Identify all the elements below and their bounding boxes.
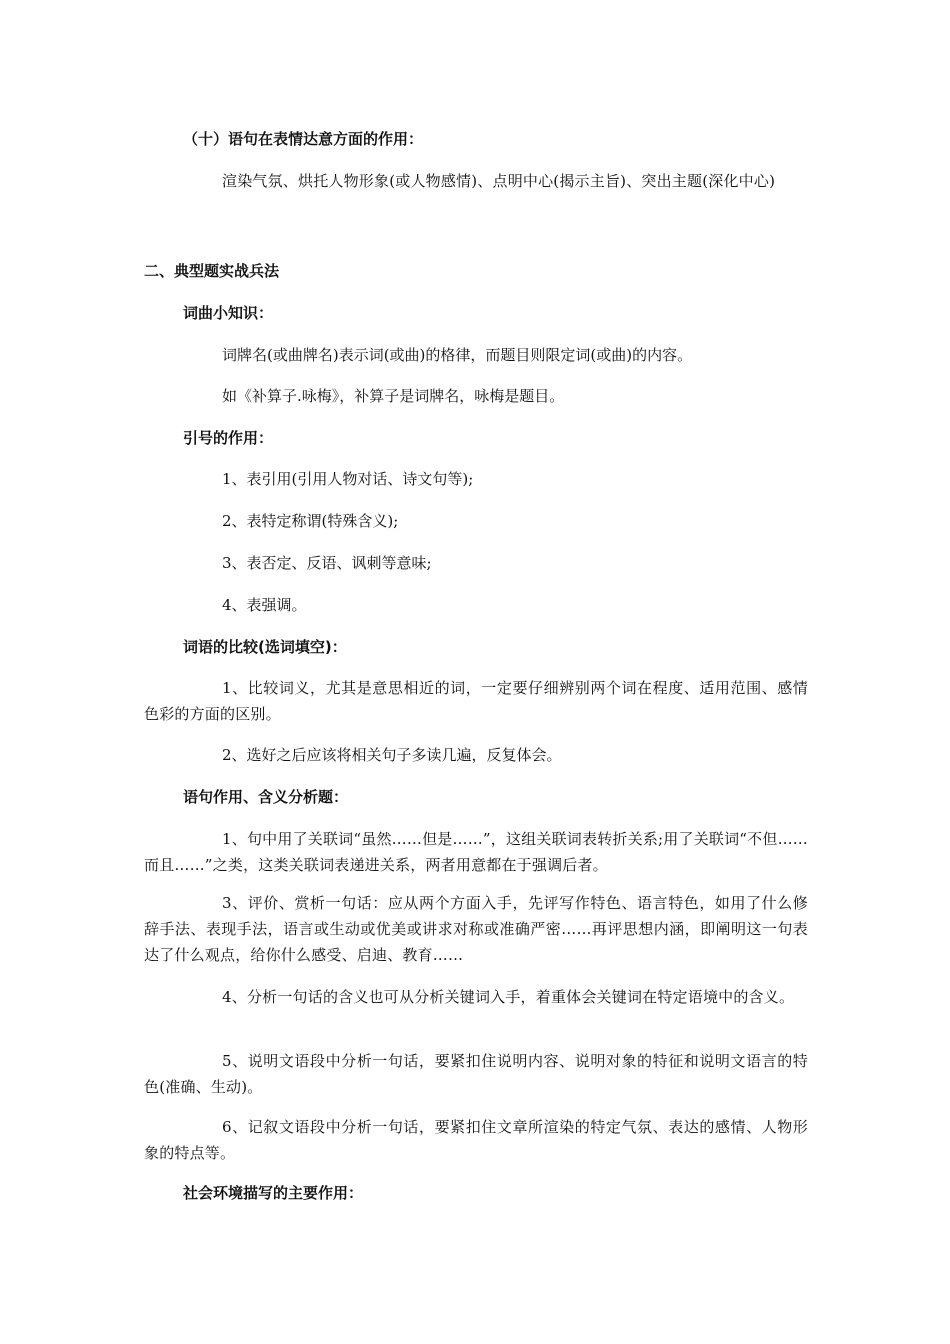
ci-heading: 词曲小知识： [183,304,274,322]
analysis-paragraph-3: 3、评价、赏析一句话：应从两个方面入手，先评写作特色、语言特色，如用了什么修辞手法、表现手法，语言或生动或优美或讲求对称或准确严密……再评思想内涵，即阐明这一句表达了什么观点，给你什么感受、启迪、教育…… [144,894,808,964]
quote-heading: 引号的作用： [183,429,274,447]
ci-paragraph-1: 词牌名(或曲牌名)表示词(或曲)的格律，而题目则限定词(或曲)的内容。 [222,346,693,364]
compare-heading: 词语的比较(选词填空)： [183,638,347,656]
compare-paragraph-1: 1、比较词义，尤其是意思相近的词，一定要仔细辨别两个词在程度、适用范围、感情色彩的方面的区别。 [144,679,808,723]
section-10-body: 渲染气氛、烘托人物形象(或人物感情)、点明中心(揭示主旨)、突出主题(深化中心) [222,172,776,190]
quote-item-4: 4、表强调。 [222,596,307,614]
part-2-heading: 二、典型题实战兵法 [144,262,280,280]
quote-item-2: 2、表特定称谓(特殊含义); [222,512,399,530]
analysis-paragraph-1: 1、句中用了关联词“虽然……但是……”，这组关联词表转折关系;用了关联词“不但……而且……”之类，这类关联词表递进关系，两者用意都在于强调后者。 [144,830,808,874]
social-heading: 社会环境描写的主要作用： [183,1184,364,1202]
analysis-paragraph-6: 6、记叙文语段中分析一句话，要紧扣住文章所渲染的特定气氛、表达的感情、人物形象的特点等。 [144,1118,808,1162]
analysis-paragraph-5: 5、说明文语段中分析一句话，要紧扣住说明内容、说明对象的特征和说明文语言的特色(准确、生动)。 [144,1052,808,1096]
compare-paragraph-2: 2、选好之后应该将相关句子多读几遍，反复体会。 [222,746,562,764]
section-10-heading: （十）语句在表情达意方面的作用： [183,130,424,148]
ci-paragraph-2: 如《补算子.咏梅》，补算子是词牌名，咏梅是题目。 [222,387,565,405]
analysis-heading: 语句作用、含义分析题： [183,788,349,806]
analysis-paragraph-4: 4、分析一句话的含义也可从分析关键词入手，着重体会关键词在特定语境中的含义。 [222,988,795,1006]
quote-item-3: 3、表否定、反语、讽刺等意味; [222,554,432,572]
quote-item-1: 1、表引用(引用人物对话、诗文句等); [222,470,474,488]
